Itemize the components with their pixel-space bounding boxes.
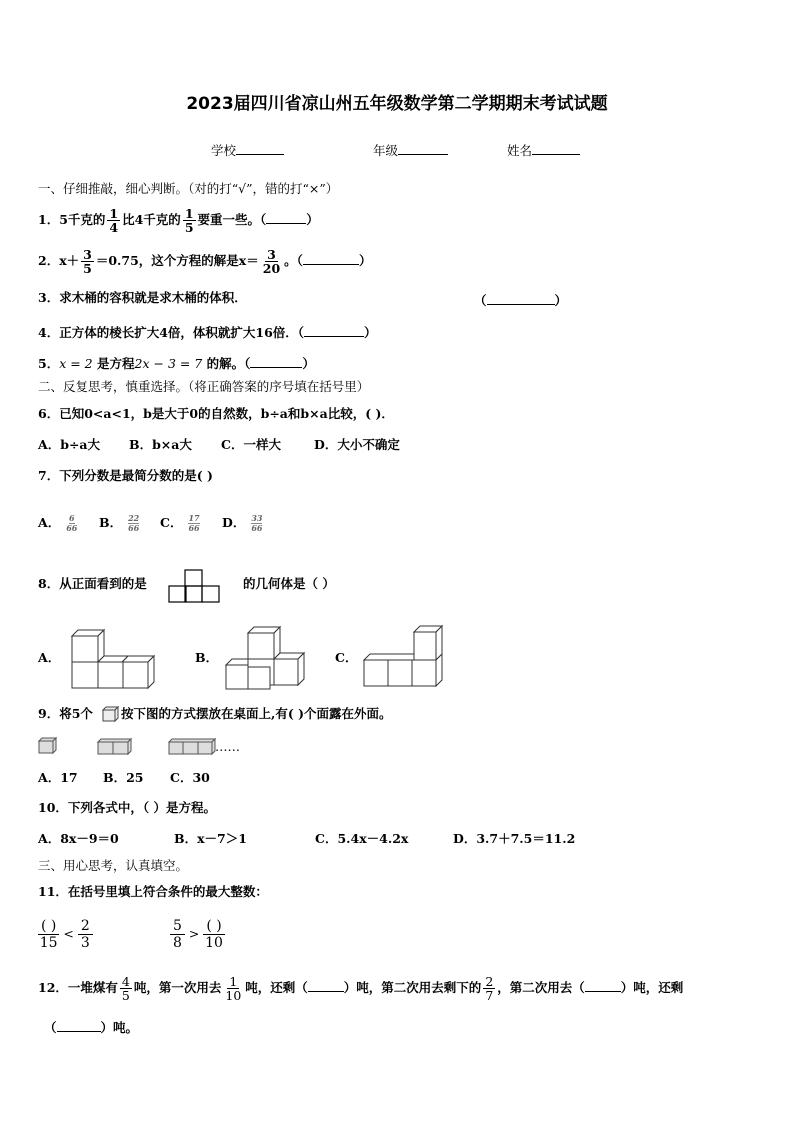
question-3-answer: （ ） — [474, 293, 568, 308]
fraction: $\frac{3}{20}$ — [262, 247, 281, 277]
section-3-heading: 三、用心思考，认真填空。 — [38, 858, 189, 873]
option-d[interactable]: D． $\frac{33}{66}$ — [222, 513, 263, 533]
question-9-suffix: 按下图的方式摆放在桌面上,有( )个面露在外面。 — [121, 706, 392, 721]
question-12-cont: （ ）吨。 — [44, 1020, 139, 1035]
answer-blank[interactable] — [250, 355, 302, 368]
name-blank[interactable] — [532, 142, 580, 155]
ellipsis: …… — [215, 739, 240, 754]
question-10: 10．下列各式中，（ ）是方程。 — [38, 800, 216, 815]
school-label: 学校 — [211, 143, 237, 158]
option-c[interactable]: C．30 — [170, 770, 210, 785]
option-d[interactable]: D．3.7＋7.5＝11.2 — [453, 831, 576, 846]
option-c[interactable]: C．5.4x－4.2x — [315, 831, 409, 846]
answer-blank[interactable] — [304, 324, 364, 337]
option-a[interactable]: A．8x－9＝0 — [38, 831, 119, 846]
option-b[interactable]: B． $\frac{22}{66}$ — [99, 513, 140, 533]
option-a[interactable]: A．17 — [38, 770, 78, 785]
grade-field[interactable] — [373, 142, 448, 158]
small-cube-icon — [102, 706, 120, 722]
section-1-heading: 一、仔细推敲，细心判断。（对的打“√”，错的打“×”） — [38, 181, 339, 196]
question-4: 4．正方体的棱长扩大4倍，体积就扩大16倍．（ ） — [38, 325, 377, 340]
grade-blank[interactable] — [398, 142, 448, 155]
question-9-prefix: 9．将5个 — [38, 706, 93, 721]
question-5: 5．x = 2 是方程2x − 3 = 7 的解。（ ） — [38, 356, 315, 371]
cube-arrangement-3 — [168, 738, 216, 755]
answer-blank[interactable] — [303, 252, 359, 265]
question-8-suffix: 的几何体是（ ） — [243, 576, 335, 591]
name-label: 姓名 — [507, 143, 533, 158]
question-2: 2．x＋ $\frac{3}{5}$ ＝0.75，这个方程的解是x＝ $\frac{3}{20}$ 。（ ） — [38, 247, 372, 277]
option-a-cube-figure[interactable] — [70, 628, 162, 690]
question-6: 6．已知0<a<1，b是大于0的自然数，b÷a和b×a比较，( )． — [38, 406, 394, 421]
school-field[interactable] — [211, 142, 284, 158]
answer-blank[interactable] — [266, 211, 306, 224]
section-2-heading: 二、反复思考，慎重选择。（将正确答案的序号填在括号里） — [38, 379, 370, 394]
question-1: 1．5千克的 $\frac{1}{4}$ 比4千克的 $\frac{1}{5}$ 要重一些。（ ） — [38, 206, 319, 236]
option-a[interactable]: A． — [38, 650, 61, 665]
question-7: 7．下列分数是最简分数的是( ) — [38, 468, 213, 483]
fraction: $\frac{3}{5}$ — [83, 247, 92, 277]
option-b[interactable]: B．25 — [103, 770, 144, 785]
option-a[interactable]: A． $\frac{6}{66}$ — [38, 513, 78, 533]
answer-blank[interactable] — [585, 979, 621, 992]
inequality-2: $\frac{5}{8}$ > $\frac{( )}{10}$ — [170, 918, 225, 951]
option-b-cube-figure[interactable] — [226, 627, 306, 691]
option-b[interactable]: B．b×a大 — [129, 437, 192, 452]
page-title: 2023届四川省凉山州五年级数学第二学期期末考试试题 — [186, 94, 608, 114]
cube-arrangement-1 — [38, 737, 58, 754]
option-c[interactable]: C．一样大 — [221, 437, 281, 452]
question-3: 3．求木桶的容积就是求木桶的体积． — [38, 290, 247, 305]
option-d[interactable]: D．大小不确定 — [314, 437, 400, 452]
option-b[interactable]: B．x－7＞1 — [174, 831, 247, 846]
name-field[interactable] — [507, 142, 580, 158]
option-c-cube-figure[interactable] — [364, 626, 446, 688]
answer-blank[interactable] — [487, 292, 555, 305]
fraction: $\frac{1}{5}$ — [184, 206, 194, 236]
answer-blank[interactable] — [308, 979, 344, 992]
question-12: 12．一堆煤有 $\frac{4}{5}$ 吨，第一次用去 $\frac{1}{10}$ 吨，还剩（ ）吨，第二次用去剩下的 $\frac{2}{7}$ ，第二次用去（ ）吨，还剩 — [38, 974, 684, 1004]
fill-blank[interactable]: ( ) — [38, 918, 59, 935]
cube-arrangement-2 — [97, 738, 133, 755]
option-a[interactable]: A．b÷a大 — [38, 437, 101, 452]
grade-label: 年级 — [373, 143, 399, 158]
option-b[interactable]: B． — [195, 650, 219, 665]
front-view-figure — [168, 569, 220, 603]
fill-blank[interactable]: ( ) — [203, 918, 224, 935]
question-8-prefix: 8．从正面看到的是 — [38, 576, 147, 591]
question-11: 11．在括号里填上符合条件的最大整数： — [38, 884, 268, 899]
option-c[interactable]: C． $\frac{17}{66}$ — [160, 513, 200, 533]
fraction: $\frac{1}{4}$ — [109, 206, 119, 236]
answer-blank[interactable] — [57, 1019, 101, 1032]
school-blank[interactable] — [236, 142, 284, 155]
inequality-1: $\frac{( )}{15}$ < $\frac{2}{3}$ — [38, 918, 93, 951]
option-c[interactable]: C． — [335, 650, 358, 665]
